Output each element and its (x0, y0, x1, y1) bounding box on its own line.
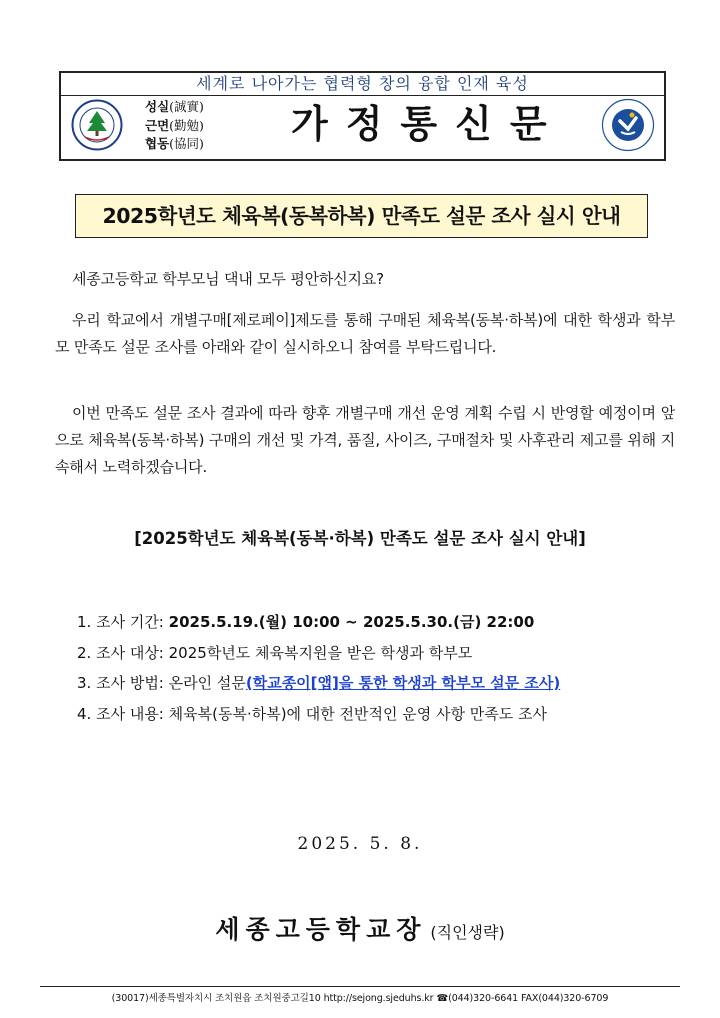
seal-note: (직인생략) (430, 923, 505, 942)
item-label: 4. 조사 내용: (77, 704, 169, 723)
school-motto: 세계로 나아가는 협력형 창의 융합 인재 육성 (61, 73, 664, 96)
body-paragraph-1: 우리 학교에서 개별구매[제로페이]제도를 통해 구매된 체육복(동복·하복)에 대한 학생과 학부모 만족도 설문 조사를 아래와 같이 실시하오니 참여를 부탁드립니다. (55, 311, 675, 356)
value-2: 근면(勤勉) (145, 117, 204, 133)
list-item (77, 699, 560, 730)
signature-block (0, 910, 720, 946)
principal-name: 세종고등학교장 (215, 915, 427, 944)
list-item (77, 607, 560, 638)
item-value: 온라인 설문 (168, 674, 246, 692)
survey-app-link[interactable]: (학교종이[앱]을 통한 학생과 학부모 설문 조사) (245, 674, 561, 692)
item-label: 1. 조사 기간: (77, 613, 169, 631)
letterhead (59, 71, 666, 161)
school-values (145, 98, 204, 154)
footer-divider (40, 986, 680, 987)
list-item (77, 668, 560, 699)
item-label: 2. 조사 대상: (77, 643, 169, 662)
item-value: 2025학년도 체육복지원을 받은 학생과 학부모 (168, 643, 473, 662)
item-value: 2025.5.19.(월) 10:00 ~ 2025.5.30.(금) 22:00 (168, 613, 535, 631)
document-title: 가정통신문 (291, 101, 565, 146)
item-value: 체육복(동복·하복)에 대한 전반적인 운영 사항 만족도 조사 (168, 704, 547, 723)
section-title: [2025학년도 체육복(동복·하복) 만족도 설문 조사 실시 안내] (134, 529, 586, 548)
value-1: 성실(誠實) (145, 99, 204, 114)
notice-title: 2025학년도 체육복(동복하복) 만족도 설문 조사 실시 안내 (75, 194, 648, 238)
value-3: 협동(協同) (145, 136, 204, 151)
issue-date: 2025. 5. 8. (297, 834, 423, 854)
education-office-emblem-icon (601, 98, 655, 152)
list-item (77, 638, 560, 669)
school-emblem-icon (71, 99, 123, 151)
item-label: 3. 조사 방법: (77, 674, 169, 692)
footer-contact: (30017)세종특별자치시 조치원읍 조치원중고길10 http://sejong.sjeduhs.kr ☎(044)320-6641 FAX(044)320-6709 (111, 993, 609, 1004)
survey-details-list (77, 607, 560, 729)
greeting-text: 세종고등학교 학부모님 댁내 모두 평안하신지요? (72, 270, 384, 288)
body-paragraph-2: 이번 만족도 설문 조사 결과에 따라 향후 개별구매 개선 운영 계획 수립 시 반영할 예정이며 앞으로 체육복(동복·하복) 구매의 개선 및 가격, 품질, 사이즈, 구매절차 및 사후관리 제고를 위해 지속해서 노력하겠습니다. (55, 404, 675, 476)
